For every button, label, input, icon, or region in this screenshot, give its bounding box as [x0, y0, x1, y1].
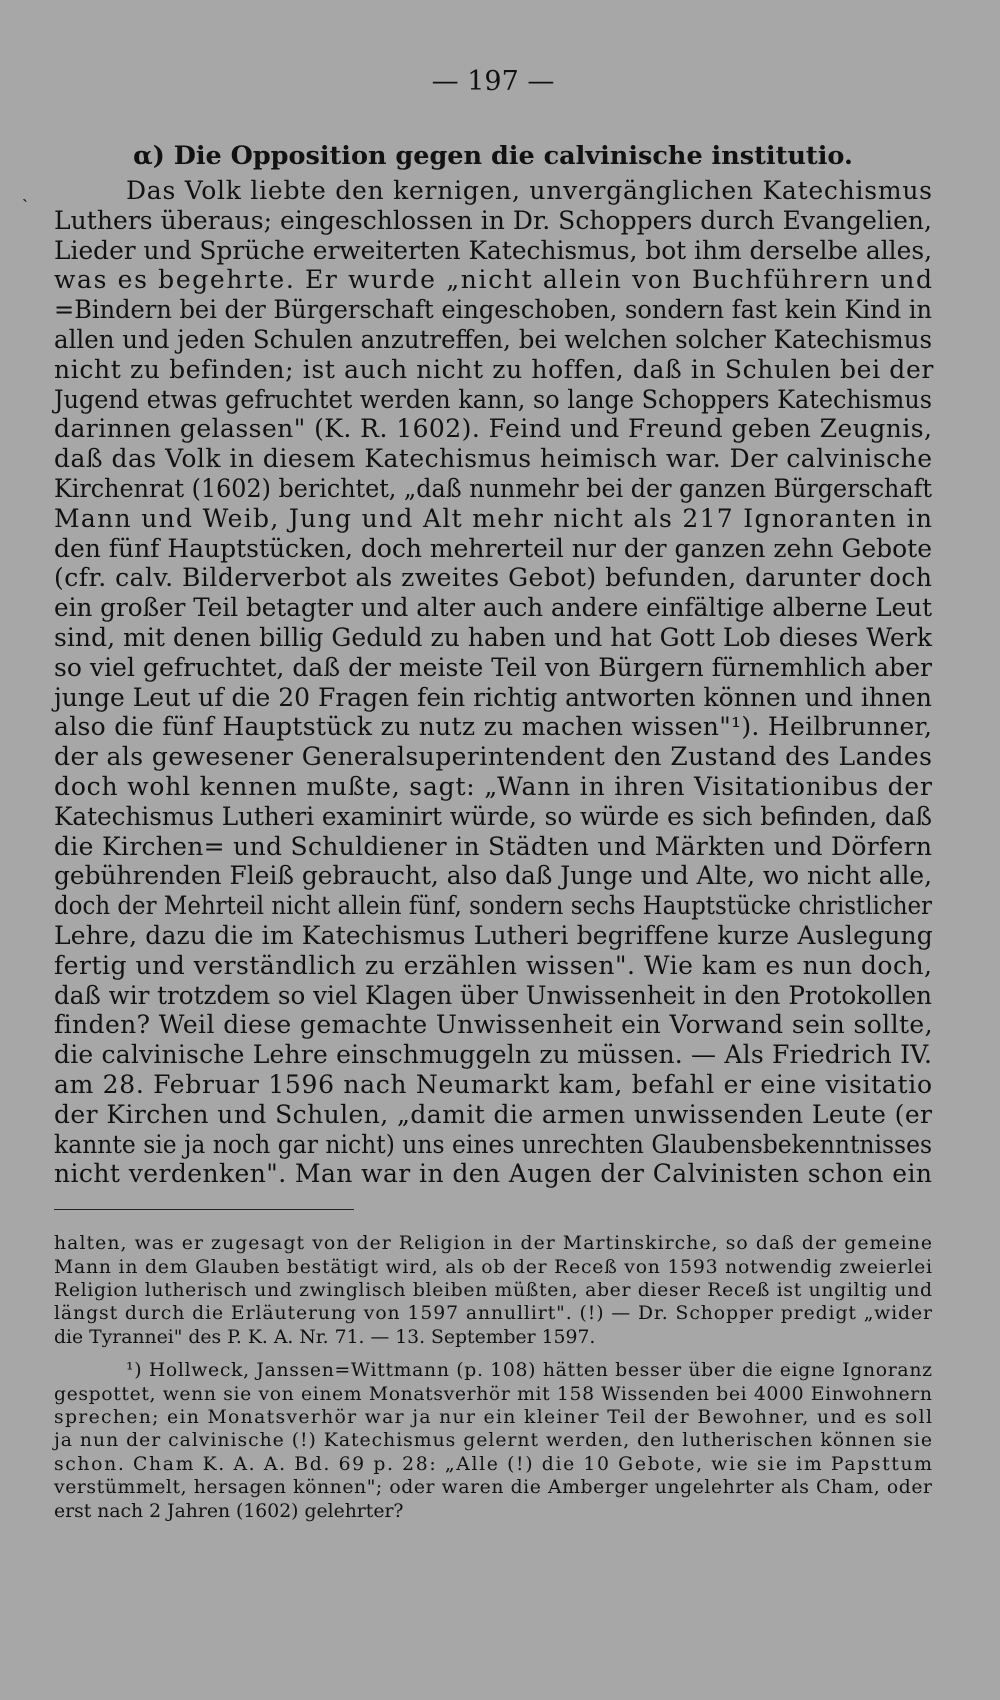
text-line: Lieder und Sprüche erweiterten Katechismus, bot ihm derselbe alles,	[54, 235, 932, 265]
text-line: am 28. Februar 1596 nach Neumarkt kam, befahl er eine visitatio	[54, 1069, 933, 1099]
text-line: was es begehrte. Er wurde „nicht allein von Buchführern und	[54, 265, 934, 295]
footnote-continuation	[54, 1232, 932, 1349]
text-line: Lehre, dazu die im Katechismus Lutheri begriffene kurze Auslegung	[54, 920, 933, 950]
text-line: die Kirchen= und Schuldiener in Städten und Märkten und Dörfern	[54, 831, 933, 861]
footnote-line: die Tyrannei" des P. K. A. Nr. 71. — 13. September 1597.	[54, 1326, 596, 1348]
footnote-line: schon. Cham K. A. A. Bd. 69 p. 28: „Alle (!) die 10 Gebote, wie sie im Papsttum	[54, 1453, 934, 1475]
footnote-1	[54, 1359, 932, 1523]
text-line: fertig und verständlich zu erzählen wissen". Wie kam es nun doch,	[54, 950, 933, 980]
footnote-line: Religion lutherisch und zwinglisch bleiben müßten, aber dieser Receß ist ungiltig und	[54, 1279, 933, 1301]
text-line: also die fünf Hauptstück zu nutz zu machen wissen"¹). Heilbrunner,	[54, 712, 933, 742]
margin-mark: ˏ	[22, 182, 28, 203]
main-text-lines	[54, 176, 932, 1189]
text-line: sind, mit denen billig Geduld zu haben und hat Gott Lob dieses Werk	[54, 622, 933, 652]
footnote-gap	[54, 1349, 932, 1359]
text-line: daß das Volk in diesem Katechismus heimisch war. Der calvinische	[54, 444, 933, 474]
text-line: gebührenden Fleiß gebraucht, also daß Junge und Alte, wo nicht alle,	[54, 861, 932, 891]
text-line: so viel gefruchtet, daß der meiste Teil von Bürgern fürnemhlich aber	[54, 652, 933, 682]
footnote-line: Mann in dem Glauben bestätigt wird, als ob der Receß von 1593 notwendig zweierlei	[54, 1256, 933, 1278]
text-line: die calvinische Lehre einschmuggeln zu müssen. — Als Friedrich IV.	[54, 1040, 933, 1070]
footnote-line: sprechen; ein Monatsverhör war ja nur ein kleiner Teil der Bewohner, und es soll	[54, 1406, 934, 1428]
text-line: ein großer Teil betagter und alter auch andere einfältige alberne Leut	[54, 593, 932, 623]
text-line: (cfr. calv. Bilderverbot als zweites Gebot) befunden, darunter doch	[54, 563, 933, 593]
footnote-line: erst nach 2 Jahren (1602) gelehrter?	[54, 1500, 404, 1522]
section-title: α) Die Opposition gegen die calvinische institutio.	[133, 141, 853, 171]
text-line: Katechismus Lutheri examinirt würde, so würde es sich befinden, daß	[54, 801, 932, 831]
text-line: darinnen gelassen" (K. R. 1602). Feind und Freund geben Zeugnis,	[54, 414, 933, 444]
text-line: junge Leut uf die 20 Fragen fein richtig antworten können und ihnen	[54, 682, 932, 712]
text-line: der als gewesener Generalsuperintendent den Zustand des Landes	[54, 742, 933, 772]
text-line: =Bindern bei der Bürgerschaft eingeschoben, sondern fast kein Kind in	[54, 295, 932, 325]
footnote-line: ¹) Hollweck, Janssen=Wittmann (p. 108) hätten besser über die eigne Ignoranz	[126, 1360, 933, 1382]
text-line: allen und jeden Schulen anzutreffen, bei welchen solcher Katechismus	[54, 324, 932, 354]
text-line: Kirchenrat (1602) berichtet, „daß nunmehr bei der ganzen Bürgerschaft	[54, 473, 932, 503]
text-line: daß wir trotzdem so viel Klagen über Unwissenheit in den Protokollen	[54, 980, 932, 1010]
footnote-rule	[54, 1209, 354, 1210]
page-number: — 197 —	[431, 66, 555, 97]
text-line: Luthers überaus; eingeschlossen in Dr. Schoppers durch Evangelien,	[54, 205, 933, 235]
footnotes	[54, 1232, 932, 1523]
text-line: kannte sie ja noch gar nicht) uns eines unrechten Glaubensbekenntnisses	[54, 1129, 932, 1159]
text-line: doch der Mehrteil nicht allein fünf, sondern sechs Hauptstücke christlicher	[54, 891, 932, 921]
text-line: den fünf Hauptstücken, doch mehrerteil nur der ganzen zehn Gebote	[54, 533, 932, 563]
text-line: doch wohl kennen mußte, sagt: „Wann in ihren Visitationibus der	[54, 771, 933, 801]
text-line: Mann und Weib, Jung und Alt mehr nicht als 217 Ignoranten in	[54, 503, 934, 533]
footnote-line: ja nun der calvinische (!) Katechismus gelernt werden, den lutherischen können sie	[54, 1430, 933, 1452]
text-line: finden? Weil diese gemachte Unwissenheit ein Vorwand sein sollte,	[54, 1010, 933, 1040]
footnote-line: halten, was er zugesagt von der Religion in der Martinskirche, so daß der gemeine	[54, 1233, 934, 1255]
footnote-line: gespottet, wenn sie von einem Monatsverhör mit 158 Wissenden bei 4000 Einwohnern	[54, 1383, 933, 1405]
footnote-line: längst durch die Erläuterung von 1597 annullirt". (!) — Dr. Schopper predigt „wider	[54, 1303, 933, 1325]
text-line: der Kirchen und Schulen, „damit die armen unwissenden Leute (er	[54, 1099, 933, 1129]
text-line: Das Volk liebte den kernigen, unvergänglichen Katechismus	[126, 176, 933, 205]
text-line: nicht verdenken". Man war in den Augen der Calvinisten schon ein	[54, 1159, 933, 1189]
text-line: Jugend etwas gefruchtet werden kann, so lange Schoppers Katechismus	[54, 384, 932, 414]
text-line: nicht zu befinden; ist auch nicht zu hoffen, daß in Schulen bei der	[54, 354, 934, 384]
footnote-line: verstümmelt, hersagen können"; oder waren die Amberger ungelehrter als Cham, oder	[54, 1477, 933, 1499]
main-text	[22, 176, 934, 1189]
